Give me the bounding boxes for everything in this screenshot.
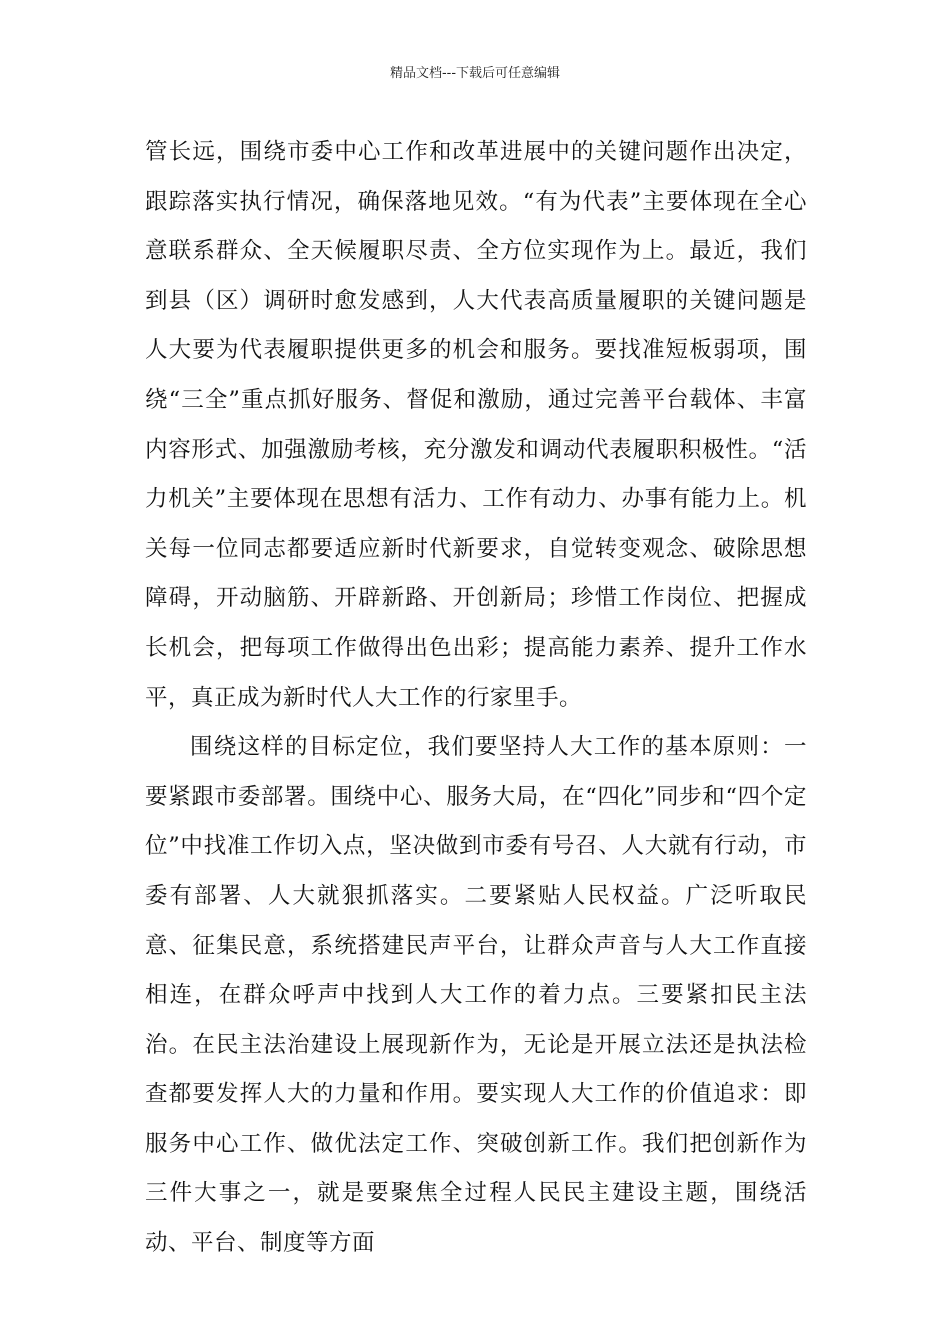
paragraph-continuation: 管长远，围绕市委中心工作和改革进展中的关键问题作出决定，跟踪落实执行情况，确保落地见效。“有为代表”主要体现在全心意联系群众、全天候履职尽责、全方位实现作为上。最近，我们到县（区）调研时愈发感到，人大代表高质量履职的关键问题是人大要为代表履职提供更多的机会和服务。要找准短板弱项，围绕“三全”重点抓好服务、督促和激励，通过完善平台载体、丰富内容形式、加强激励考核，充分激发和调动代表履职积极性。“活力机关”主要体现在思想有活力、工作有动力、办事有能力上。机关每一位同志都要适应新时代新要求，自觉转变观念、破除思想障碍，开动脑筋、开辟新路、开创新局；珍惜工作岗位、把握成长机会，把每项工作做得出色出彩；提高能力素养、提升工作水平，真正成为新时代人大工作的行家里手。 bbox=[145, 139, 807, 711]
paragraph-principles: 围绕这样的目标定位，我们要坚持人大工作的基本原则：一要紧跟市委部署。围绕中心、服务大局，在“四化”同步和“四个定位”中找准工作切入点，坚决做到市委有号召、人大就有行动，市委有部署、人大就狠抓落实。二要紧贴人民权益。广泛听取民意、征集民意，系统搭建民声平台，让群众声音与人大工作直接相连，在群众呼声中找到人大工作的着力点。三要紧扣民主法治。在民主法治建设上展现新作为，无论是开展立法还是执法检查都要发挥人大的力量和作用。要实现人大工作的价值追求：即服务中心工作、做优法定工作、突破创新工作。我们把创新作为三件大事之一，就是要聚焦全过程人民民主建设主题，围绕活动、平台、制度等方面 bbox=[145, 734, 807, 1257]
document-body bbox=[145, 128, 807, 1269]
page-header: 精品文档---下载后可任意编辑 bbox=[389, 66, 561, 81]
